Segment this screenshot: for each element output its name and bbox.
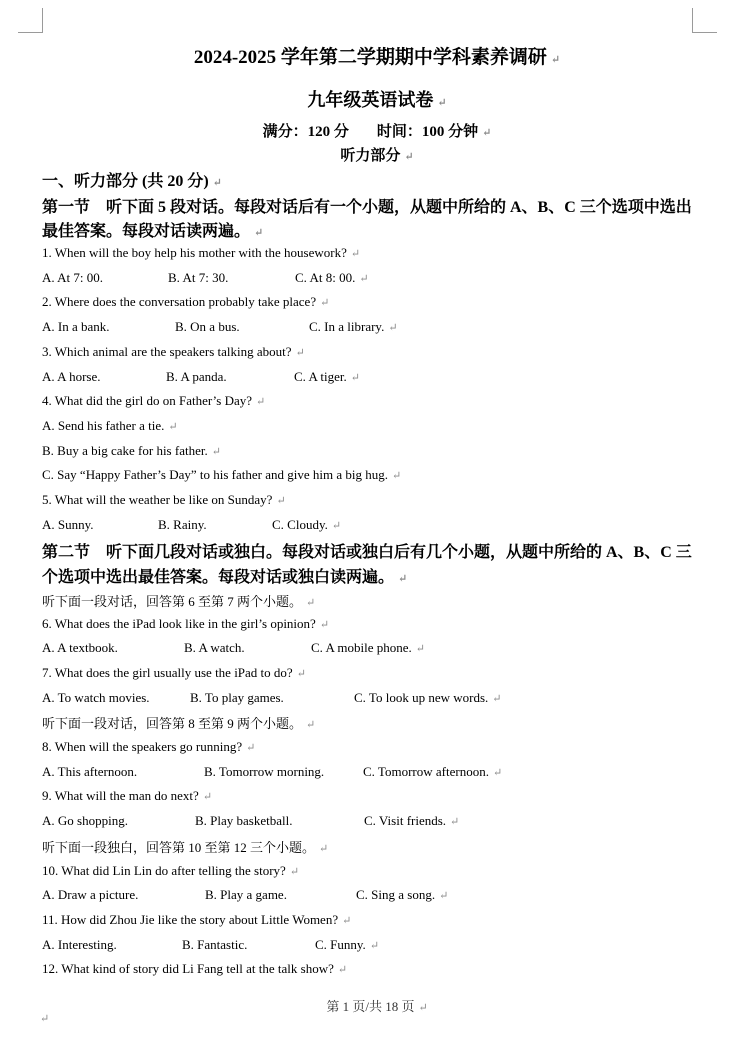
question-2: 2. Where does the conversation probably take place? ↵ bbox=[42, 294, 330, 309]
q5-option-c: C. Cloudy. ↵ bbox=[272, 517, 342, 532]
question-1: 1. When will the boy help his mother with the housework? ↵ bbox=[42, 245, 361, 260]
q3-option-b: B. A panda. bbox=[166, 369, 227, 384]
question-11: 11. How did Zhou Jie like the story about Little Women? ↵ bbox=[42, 912, 352, 927]
exam-title: 2024-2025 学年第二学期期中学科素养调研 ↵ bbox=[193, 47, 561, 68]
q10-option-a: A. Draw a picture. bbox=[42, 887, 139, 902]
exam-time: 时间：100 分钟 bbox=[376, 124, 479, 140]
q9-option-b: B. Play basketball. bbox=[195, 813, 293, 828]
q3-option-c: C. A tiger. ↵ bbox=[294, 369, 360, 384]
question-7: 7. What does the girl usually use the iPad to do? ↵ bbox=[42, 665, 306, 680]
q2-option-c: C. In a library. ↵ bbox=[309, 319, 398, 334]
q10-option-b: B. Play a game. bbox=[205, 887, 287, 902]
q8-option-b: B. Tomorrow morning. bbox=[204, 764, 325, 779]
question-5: 5. What will the weather be like on Sunday? ↵ bbox=[42, 492, 286, 507]
section1-intro-line1: 第一节 听下面 5 段对话。每段对话后有一个小题，从题中所给的 A、B、C 三个选项中选出 bbox=[42, 199, 692, 216]
q1-option-b: B. At 7: 30. bbox=[168, 270, 229, 285]
question-4: 4. What did the girl do on Father’s Day? ↵ bbox=[42, 393, 266, 408]
q11-option-c: C. Funny. ↵ bbox=[315, 937, 380, 952]
q8-option-c: C. Tomorrow afternoon. ↵ bbox=[363, 764, 503, 779]
section2-intro-line2: 个选项中选出最佳答案。每段对话或独白读两遍。 ↵ bbox=[42, 569, 408, 586]
exam-subtitle: 九年级英语试卷 ↵ bbox=[307, 90, 447, 110]
page-footer: 第 1 页/共 18 页 ↵ bbox=[326, 999, 428, 1014]
q6-option-a: A. A textbook. bbox=[42, 640, 118, 655]
question-6: 6. What does the iPad look like in the girl’s opinion? ↵ bbox=[42, 616, 330, 631]
q1-option-a: A. At 7: 00. bbox=[42, 270, 104, 285]
question-12: 12. What kind of story did Li Fang tell at the talk show? ↵ bbox=[42, 961, 348, 976]
instruction-monologue-10-12: 听下面一段独白，回答第 10 至第 12 三个小题。 ↵ bbox=[42, 840, 329, 855]
q6-option-c: C. A mobile phone. ↵ bbox=[311, 640, 425, 655]
q4-option-b: B. Buy a big cake for his father. ↵ bbox=[42, 443, 221, 458]
q7-option-b: B. To play games. bbox=[190, 690, 284, 705]
crop-mark-top-left bbox=[18, 8, 43, 33]
crop-mark-top-right bbox=[692, 8, 717, 33]
q1-option-c: C. At 8: 00. ↵ bbox=[295, 270, 369, 285]
q2-option-b: B. On a bus. bbox=[175, 319, 240, 334]
question-10: 10. What did Lin Lin do after telling the story? ↵ bbox=[42, 863, 300, 878]
q4-option-a: A. Send his father a tie. ↵ bbox=[42, 418, 178, 433]
q11-option-a: A. Interesting. bbox=[42, 937, 117, 952]
instruction-dialog-6-7: 听下面一段对话，回答第 6 至第 7 两个小题。 ↵ bbox=[42, 594, 316, 609]
q7-option-a: A. To watch movies. bbox=[42, 690, 150, 705]
q3-option-a: A. A horse. bbox=[42, 369, 101, 384]
question-3: 3. Which animal are the speakers talking about? ↵ bbox=[42, 344, 305, 359]
q10-option-c: C. Sing a song. ↵ bbox=[356, 887, 449, 902]
full-score: 满分：120 分 bbox=[262, 124, 349, 140]
q5-option-a: A. Sunny. bbox=[42, 517, 94, 532]
q4-option-c: C. Say “Happy Father’s Day” to his father and give him a big hug. ↵ bbox=[42, 467, 402, 482]
q2-option-a: A. In a bank. bbox=[42, 319, 110, 334]
q9-option-a: A. Go shopping. bbox=[42, 813, 128, 828]
q11-option-b: B. Fantastic. bbox=[182, 937, 248, 952]
part-title: 听力部分 ↵ bbox=[340, 148, 414, 164]
section-heading: 一、听力部分 (共 20 分) ↵ bbox=[42, 173, 222, 190]
section1-intro-line2: 最佳答案。每段对话读两遍。 ↵ bbox=[42, 223, 264, 240]
q7-option-c: C. To look up new words. ↵ bbox=[354, 690, 502, 705]
q8-option-a: A. This afternoon. bbox=[42, 764, 138, 779]
instruction-dialog-8-9: 听下面一段对话，回答第 8 至第 9 两个小题。 ↵ bbox=[42, 716, 316, 731]
q5-option-b: B. Rainy. bbox=[158, 517, 207, 532]
q9-option-c: C. Visit friends. ↵ bbox=[364, 813, 460, 828]
section2-intro-line1: 第二节 听下面几段对话或独白。每段对话或独白后有几个小题，从题中所给的 A、B、C 三 bbox=[42, 544, 692, 561]
trailing-paragraph-mark: ↵ bbox=[40, 1013, 50, 1025]
question-8: 8. When will the speakers go running? ↵ bbox=[42, 739, 256, 754]
q6-option-b: B. A watch. bbox=[184, 640, 245, 655]
score-time-line: 满分：120 分 时间：100 分钟 ↵ bbox=[262, 124, 492, 140]
question-9: 9. What will the man do next? ↵ bbox=[42, 788, 213, 803]
